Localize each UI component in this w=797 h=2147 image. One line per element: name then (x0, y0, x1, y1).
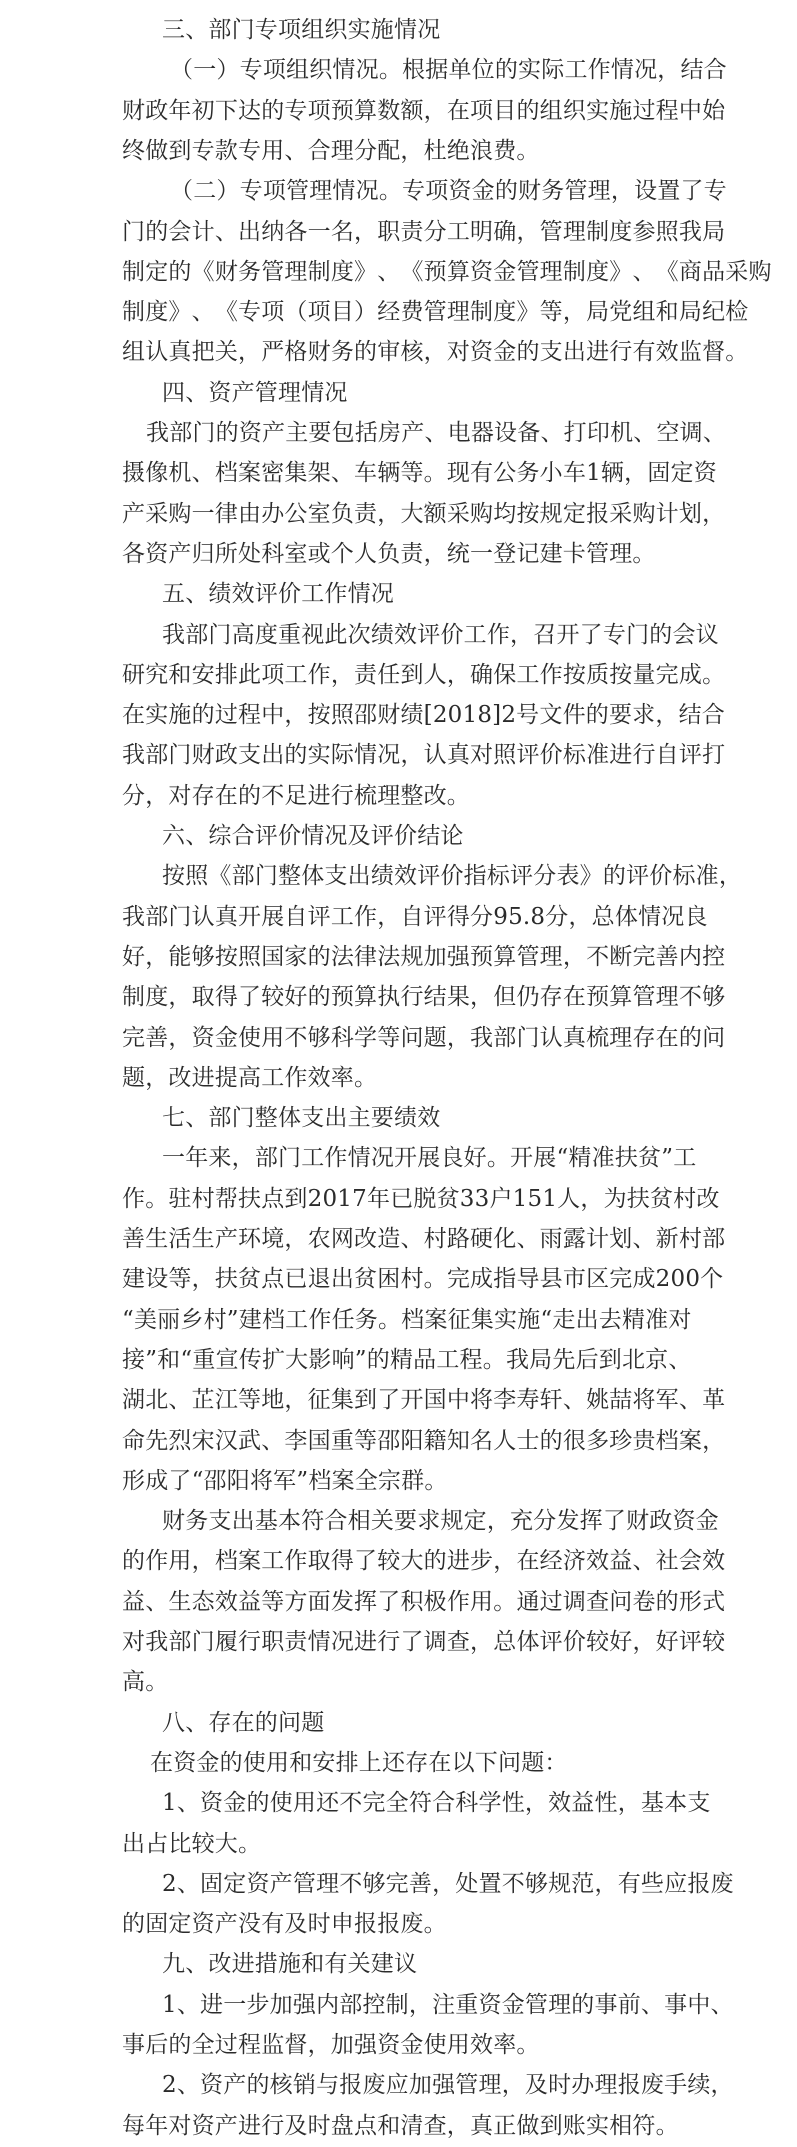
document-line: 接 ” 和 “ 重 宣 传 扩 大 影 响 ” 的 精 品 工 程 。 我 局 先 后 到 北 京 、 (122, 1346, 692, 1373)
document-line: 研 究 和 安 排 此 项 工 作 ， 责 任 到 人 ， 确 保 工 作 按 质 按 量 完 成 。 (122, 661, 726, 688)
document-line: （ 一 ） 专 项 组 织 情 况 。 根 据 单 位 的 实 际 工 作 情 况 ， 结 合 (170, 57, 727, 84)
document-line: 我 部 门 的 资 产 主 要 包 括 房 产 、 电 器 设 备 、 打 印 机 、 空 调 、 (146, 420, 727, 446)
document-line: 的固定资产没有及时申报报废。 (122, 1911, 447, 1938)
document-line: 作 。 驻 村 帮 扶 点 到 2017 年 已 脱 贫 33 户 151 人 ， 为 扶 贫 村 改 (122, 1185, 720, 1212)
document-line: 命 先 烈 宋 汉 武 、 李 国 重 等 邵 阳 籍 知 名 人 士 的 很 多 珍 贵 档 案 ， (122, 1427, 726, 1454)
document-line: 按 照 《 部 门 整 体 支 出 绩 效 评 价 指 标 评 分 表 》 的 评 价 标 准 ， (162, 863, 743, 890)
document-line: 三、部门专项组织实施情况 (162, 17, 441, 43)
document-line: 建 设 等 ， 扶 贫 点 已 退 出 贫 困 村 。 完 成 指 导 县 市 区 完 成 200 个 (122, 1266, 724, 1293)
document-line: 善 生 活 生 产 环 境 ， 农 网 改 造 、 村 路 硬 化 、 雨 露 计 划 、 新 村 部 (122, 1226, 726, 1252)
document-line: 八、存在的问题 (162, 1709, 325, 1736)
document-line: 2 、 固 定 资 产 管 理 不 够 完 善 ， 处 置 不 够 规 范 ， 有 些 应 报 废 (162, 1870, 734, 1897)
document-line: 四、资产管理情况 (162, 379, 348, 406)
document-line: 七、部门整体支出主要绩效 (162, 1105, 441, 1132)
document-line: 2 、 资 产 的 核 销 与 报 废 应 加 强 管 理 ， 及 时 办 理 报 废 手 续 ， (162, 2072, 734, 2099)
document-line: 我 部 门 财 政 支 出 的 实 际 情 况 ， 认 真 对 照 评 价 标 准 进 行 自 评 打 (122, 742, 726, 769)
document-line: 在 实 施 的 过 程 中 ， 按 照 邵 财 绩 [2018]2 号 文 件 的 要 求 ， 结 合 (122, 702, 725, 729)
document-line: 各资产归所处科室或个人负责，统一登记建卡管理。 (122, 540, 656, 567)
document-line: 组 认 真 把 关 ， 严 格 财 务 的 审 核 ， 对 资 金 的 支 出 进 行 有 效 监 督 。 (122, 339, 749, 366)
document-line: 摄 像 机 、 档 案 密 集 架 、 车 辆 等 。 现 有 公 务 小 车 1 辆 ， 固 定 资 (122, 460, 717, 487)
document-line: 好 ， 能 够 按 照 国 家 的 法 律 法 规 加 强 预 算 管 理 ， 不 断 完 善 内 控 (122, 943, 726, 970)
document-line: 分，对存在的不足进行梳理整改。 (122, 782, 470, 809)
document-line: 门 的 会 计 、 出 纳 各 一 名 ， 职 责 分 工 明 确 ， 管 理 制 度 参 照 我 局 (122, 218, 726, 245)
document-line: 形成了“邵阳将军”档案全宗群。 (122, 1467, 448, 1494)
document-line: 每年对资产进行及时盘点和清查，真正做到账实相符。 (122, 2112, 679, 2139)
document-line: 对 我 部 门 履 行 职 责 情 况 进 行 了 调 查 ， 总 体 评 价 较 好 ， 好 评 较 (122, 1629, 726, 1655)
document-line: 在资金的使用和安排上还存在以下问题： (150, 1749, 568, 1776)
document-line: 终做到专款专用、合理分配，杜绝浪费。 (122, 137, 540, 164)
document-line: 1 、 资 金 的 使 用 还 不 完 全 符 合 科 学 性 ， 效 益 性 ， 基 本 支 (162, 1790, 711, 1817)
document-line: 财 务 支 出 基 本 符 合 相 关 要 求 规 定 ， 充 分 发 挥 了 财 政 资 金 (162, 1508, 719, 1535)
document-line: 益 、 生 态 效 益 等 方 面 发 挥 了 积 极 作 用 。 通 过 调 查 问 卷 的 形 式 (122, 1588, 726, 1615)
document-line: 出占比较大。 (122, 1830, 262, 1857)
document-line: 湖 北 、 芷 江 等 地 ， 征 集 到 了 开 国 中 将 李 寿 轩 、 姚 喆 将 军 、 革 (122, 1387, 726, 1414)
document-line: 我 部 门 认 真 开 展 自 评 工 作 ， 自 评 得 分 95.8 分 ， 总 体 情 况 良 (122, 903, 708, 930)
document-line: 高。 (122, 1669, 169, 1696)
document-line: 制 度 ， 取 得 了 较 好 的 预 算 执 行 结 果 ， 但 仍 存 在 预 算 管 理 不 够 (122, 984, 726, 1011)
document-line: 一 年 来 ， 部 门 工 作 情 况 开 展 良 好 。 开 展 “ 精 准 扶 贫 ” 工 (162, 1145, 697, 1172)
document-line: “ 美 丽 乡 村 ” 建 档 工 作 任 务 。 档 案 征 集 实 施 “ 走 出 去 精 准 对 (122, 1306, 692, 1333)
document-line: 五、绩效评价工作情况 (162, 581, 394, 608)
document-line: 题，改进提高工作效率。 (122, 1064, 378, 1091)
document-line: 制 定 的 《 财 务 管 理 制 度 》 、 《 预 算 资 金 管 理 制 度 》 、 《 商 品 采 购 (122, 258, 772, 285)
document-line: 九、改进措施和有关建议 (162, 1951, 418, 1978)
document-line: 六、综合评价情况及评价结论 (162, 823, 464, 849)
document-line: 完 善 ， 资 金 使 用 不 够 科 学 等 问 题 ， 我 部 门 认 真 梳 理 存 在 的 问 (122, 1024, 726, 1051)
document-line: 事后的全过程监督，加强资金使用效率。 (122, 2032, 540, 2058)
document-line: 1 、 进 一 步 加 强 内 部 控 制 ， 注 重 资 金 管 理 的 事 前 、 事 中 、 (162, 1991, 734, 2018)
document-line: 制 度 》 、 《 专 项 （ 项 目 ） 经 费 管 理 制 度 》 等 ， 局 党 组 和 局 纪 检 (122, 299, 749, 326)
document-line: （ 二 ） 专 项 管 理 情 况 。 专 项 资 金 的 财 务 管 理 ， 设 置 了 专 (170, 178, 727, 205)
document-line: 我 部 门 高 度 重 视 此 次 绩 效 评 价 工 作 ， 召 开 了 专 门 的 会 议 (162, 621, 719, 648)
document-line: 财 政 年 初 下 达 的 专 项 预 算 数 额 ， 在 项 目 的 组 织 实 施 过 程 中 始 (122, 97, 726, 124)
document-line: 的 作 用 ， 档 案 工 作 取 得 了 较 大 的 进 步 ， 在 经 济 效 益 、 社 会 效 (122, 1548, 726, 1575)
document-line: 产 采 购 一 律 由 办 公 室 负 责 ， 大 额 采 购 均 按 规 定 报 采 购 计 划 ， (122, 500, 726, 527)
